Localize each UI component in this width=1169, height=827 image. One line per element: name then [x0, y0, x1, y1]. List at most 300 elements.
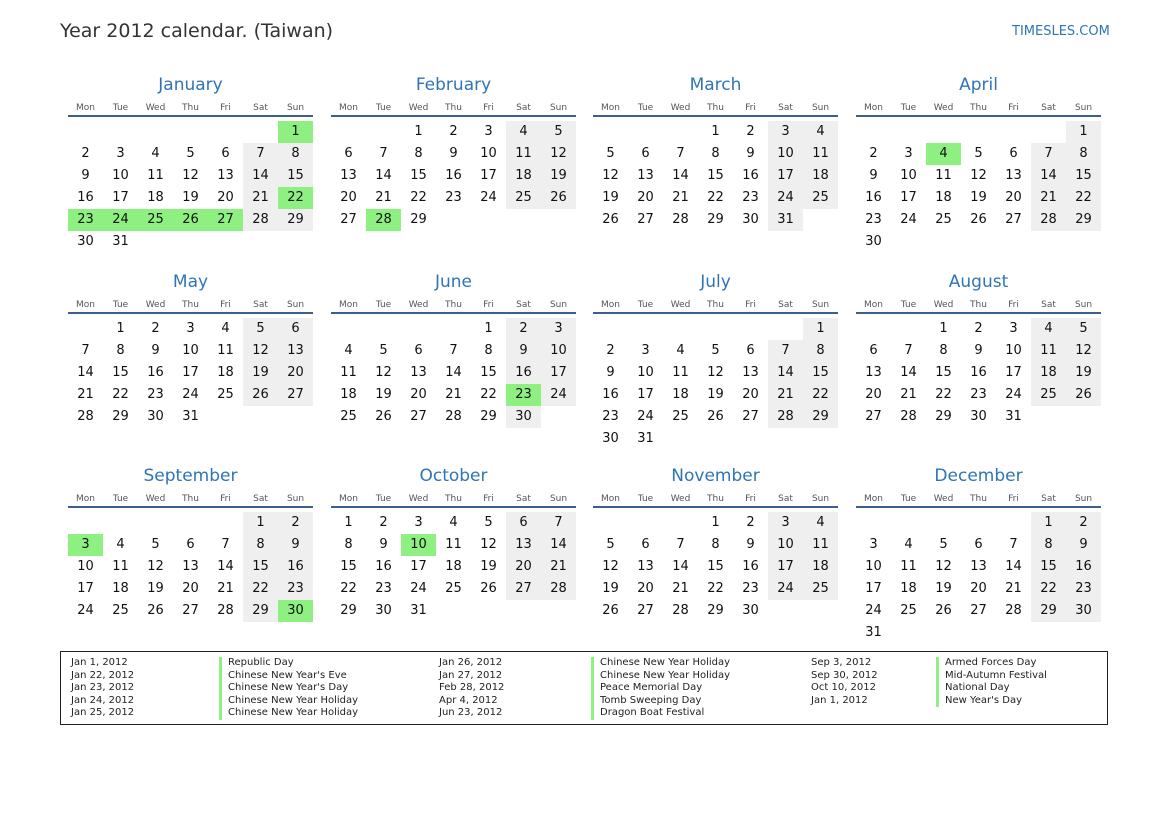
day-cell: 22 — [803, 384, 838, 406]
day-cell: 27 — [278, 384, 313, 406]
weekday-label: Wed — [670, 494, 691, 504]
day-cell: 16 — [147, 365, 164, 380]
weekday-label: Wed — [408, 103, 429, 113]
month-name: May — [172, 272, 209, 292]
day-cell: 9 — [606, 365, 615, 380]
day-cell: 14 — [375, 168, 392, 183]
month-divider — [331, 312, 576, 314]
day-cell: 11 — [935, 168, 952, 183]
weekday-label: Sat — [778, 300, 793, 310]
day-cell: 1 — [803, 318, 838, 340]
day-cell: 15 — [1066, 165, 1101, 187]
day-cell: 21 — [375, 190, 392, 205]
day-cell: 23 — [375, 581, 392, 596]
day-cell: 7 — [379, 146, 388, 161]
month-name: February — [415, 75, 492, 95]
day-cell: 30 — [375, 603, 392, 618]
weekday-label: Thu — [445, 103, 462, 113]
day-cell: 15 — [340, 559, 357, 574]
day-cell: 12 — [541, 143, 576, 165]
day-cell: 20 — [182, 581, 199, 596]
day-cell: 6 — [221, 146, 230, 161]
weekday-label: Sun — [1074, 103, 1093, 113]
day-cell: 1 — [414, 124, 423, 139]
day-cell: 30 — [1066, 600, 1101, 622]
legend-date: Feb 28, 2012 — [439, 682, 505, 694]
day-cell: 24 — [768, 578, 803, 600]
day-cell: 15 — [935, 365, 952, 380]
day-cell: 13 — [637, 559, 654, 574]
day-cell: 30 — [278, 600, 313, 622]
weekday-label: Fri — [745, 300, 756, 310]
day-cell: 10 — [112, 168, 129, 183]
day-cell: 7 — [676, 146, 685, 161]
day-cell: 9 — [1066, 534, 1101, 556]
weekday-label: Tue — [112, 300, 129, 310]
day-cell: 29 — [410, 212, 427, 227]
day-cell: 19 — [602, 190, 619, 205]
weekday-label: Tue — [375, 103, 392, 113]
day-cell: 21 — [217, 581, 234, 596]
day-cell: 21 — [541, 556, 576, 578]
day-cell: 25 — [217, 387, 234, 402]
day-cell: 14 — [672, 559, 689, 574]
weekday-label: Tue — [375, 300, 392, 310]
weekday-label: Fri — [1008, 494, 1019, 504]
month-february — [331, 75, 576, 265]
day-cell: 8 — [344, 537, 353, 552]
month-name: August — [948, 272, 1009, 292]
day-cell: 11 — [803, 534, 838, 556]
day-cell: 11 — [803, 143, 838, 165]
day-cell: 1 — [243, 512, 278, 534]
day-cell: 4 — [803, 512, 838, 534]
day-cell: 20 — [340, 190, 357, 205]
weekday-label: Mon — [339, 103, 358, 113]
day-cell: 14 — [77, 365, 94, 380]
month-april — [856, 75, 1101, 265]
day-cell: 20 — [637, 581, 654, 596]
day-cell: 12 — [375, 365, 392, 380]
day-cell: 24 — [1005, 387, 1022, 402]
day-cell: 9 — [974, 343, 983, 358]
day-cell: 26 — [375, 409, 392, 424]
month-august — [856, 272, 1101, 462]
day-cell: 12 — [935, 559, 952, 574]
weekday-label: Sat — [516, 494, 531, 504]
day-cell: 10 — [541, 340, 576, 362]
day-cell: 19 — [970, 190, 987, 205]
month-divider — [856, 312, 1101, 314]
day-cell: 1 — [344, 515, 353, 530]
day-cell: 14 — [768, 362, 803, 384]
day-cell: 13 — [410, 365, 427, 380]
day-cell: 28 — [900, 409, 917, 424]
day-cell: 19 — [541, 165, 576, 187]
month-name: March — [689, 75, 742, 95]
day-cell: 18 — [445, 559, 462, 574]
day-cell: 24 — [865, 603, 882, 618]
day-cell: 28 — [672, 603, 689, 618]
month-name: October — [419, 466, 488, 486]
day-cell: 16 — [742, 168, 759, 183]
day-cell: 25 — [935, 212, 952, 227]
day-cell: 8 — [1066, 143, 1101, 165]
day-cell: 14 — [1005, 559, 1022, 574]
day-cell: 8 — [243, 534, 278, 556]
legend-holiday-name: National Day — [936, 682, 1010, 695]
day-cell: 17 — [637, 387, 654, 402]
day-cell: 5 — [484, 515, 493, 530]
weekday-label: Mon — [864, 103, 883, 113]
day-cell: 12 — [480, 537, 497, 552]
day-cell: 12 — [243, 340, 278, 362]
month-divider — [68, 506, 313, 508]
day-cell: 3 — [641, 343, 650, 358]
day-cell: 22 — [278, 187, 313, 209]
weekday-label: Tue — [637, 494, 654, 504]
weekday-label: Thu — [707, 494, 724, 504]
day-cell: 10 — [865, 559, 882, 574]
month-divider — [856, 506, 1101, 508]
month-name: December — [934, 466, 1023, 486]
day-cell: 3 — [768, 512, 803, 534]
day-cell: 23 — [742, 581, 759, 596]
day-cell: 13 — [278, 340, 313, 362]
day-cell: 19 — [707, 387, 724, 402]
month-december — [856, 466, 1101, 656]
day-cell: 25 — [506, 187, 541, 209]
day-cell: 5 — [151, 537, 160, 552]
day-cell: 4 — [1031, 318, 1066, 340]
weekday-label: Sun — [286, 103, 305, 113]
day-cell: 5 — [379, 343, 388, 358]
site-link[interactable]: TIMESLES.COM — [1012, 24, 1110, 39]
day-cell: 17 — [900, 190, 917, 205]
day-cell: 28 — [445, 409, 462, 424]
day-cell: 1 — [939, 321, 948, 336]
day-cell: 3 — [116, 146, 125, 161]
day-cell: 2 — [1066, 512, 1101, 534]
day-cell: 18 — [217, 365, 234, 380]
day-cell: 24 — [103, 209, 138, 231]
day-cell: 26 — [935, 603, 952, 618]
day-cell: 7 — [449, 343, 458, 358]
legend-holiday-name: Tomb Sweeping Day — [591, 695, 701, 708]
day-cell: 21 — [445, 387, 462, 402]
weekday-label: Mon — [339, 300, 358, 310]
weekday-label: Thu — [970, 103, 987, 113]
weekday-label: Sun — [811, 103, 830, 113]
day-cell: 8 — [711, 537, 720, 552]
day-cell: 8 — [278, 143, 313, 165]
weekday-label: Sat — [778, 103, 793, 113]
day-cell: 2 — [974, 321, 983, 336]
day-cell: 9 — [81, 168, 90, 183]
day-cell: 11 — [147, 168, 164, 183]
day-cell: 26 — [970, 212, 987, 227]
day-cell: 20 — [637, 190, 654, 205]
day-cell: 10 — [182, 343, 199, 358]
day-cell: 17 — [1005, 365, 1022, 380]
day-cell: 18 — [803, 165, 838, 187]
day-cell: 7 — [904, 343, 913, 358]
day-cell: 26 — [173, 209, 208, 231]
day-cell: 4 — [221, 321, 230, 336]
day-cell: 18 — [340, 387, 357, 402]
day-cell: 15 — [480, 365, 497, 380]
day-cell: 29 — [1031, 600, 1066, 622]
weekday-label: Mon — [339, 494, 358, 504]
day-cell: 18 — [112, 581, 129, 596]
day-cell: 1 — [484, 321, 493, 336]
day-cell: 3 — [484, 124, 493, 139]
day-cell: 24 — [410, 581, 427, 596]
legend-holiday-name: Chinese New Year's Eve — [219, 670, 347, 683]
legend-date: Jan 22, 2012 — [71, 669, 135, 681]
day-cell: 3 — [186, 321, 195, 336]
weekday-label: Wed — [408, 494, 429, 504]
day-cell: 29 — [935, 409, 952, 424]
day-cell: 16 — [742, 559, 759, 574]
day-cell: 14 — [541, 534, 576, 556]
month-divider — [331, 506, 576, 508]
day-cell: 5 — [606, 537, 615, 552]
day-cell: 13 — [970, 559, 987, 574]
day-cell: 8 — [711, 146, 720, 161]
weekday-label: Tue — [900, 103, 917, 113]
weekday-label: Thu — [707, 300, 724, 310]
day-cell: 21 — [672, 190, 689, 205]
day-cell: 29 — [480, 409, 497, 424]
day-cell: 11 — [112, 559, 129, 574]
day-cell: 19 — [147, 581, 164, 596]
day-cell: 6 — [506, 512, 541, 534]
day-cell: 31 — [865, 625, 882, 640]
day-cell: 4 — [506, 121, 541, 143]
page-title: Year 2012 calendar. (Taiwan) — [60, 20, 334, 42]
weekday-label: Thu — [182, 300, 199, 310]
day-cell: 16 — [506, 362, 541, 384]
day-cell: 7 — [1009, 537, 1018, 552]
day-cell: 12 — [182, 168, 199, 183]
day-cell: 23 — [506, 384, 541, 406]
day-cell: 6 — [278, 318, 313, 340]
month-divider — [593, 115, 838, 117]
holiday-legend — [60, 651, 1108, 725]
day-cell: 23 — [865, 212, 882, 227]
day-cell: 27 — [208, 209, 243, 231]
day-cell: 8 — [414, 146, 423, 161]
day-cell: 25 — [900, 603, 917, 618]
day-cell: 6 — [869, 343, 878, 358]
day-cell: 6 — [414, 343, 423, 358]
day-cell: 22 — [112, 387, 129, 402]
month-may — [68, 272, 313, 462]
legend-date: Jan 27, 2012 — [439, 669, 503, 681]
day-cell: 2 — [606, 343, 615, 358]
day-cell: 27 — [340, 212, 357, 227]
legend-date: Sep 3, 2012 — [811, 657, 872, 668]
day-cell: 12 — [1066, 340, 1101, 362]
day-cell: 9 — [449, 146, 458, 161]
day-cell: 27 — [970, 603, 987, 618]
day-cell: 4 — [151, 146, 160, 161]
day-cell: 29 — [243, 600, 278, 622]
legend-date: Apr 4, 2012 — [439, 694, 498, 706]
day-cell: 10 — [768, 534, 803, 556]
weekday-label: Thu — [970, 494, 987, 504]
weekday-label: Sat — [1041, 494, 1056, 504]
weekday-label: Tue — [112, 103, 129, 113]
day-cell: 12 — [602, 559, 619, 574]
day-cell: 24 — [541, 384, 576, 406]
day-cell: 13 — [865, 365, 882, 380]
day-cell: 29 — [707, 603, 724, 618]
weekday-label: Wed — [145, 103, 166, 113]
day-cell: 24 — [637, 409, 654, 424]
day-cell: 17 — [77, 581, 94, 596]
weekday-label: Fri — [483, 494, 494, 504]
day-cell: 9 — [869, 168, 878, 183]
month-divider — [593, 312, 838, 314]
day-cell: 7 — [221, 537, 230, 552]
weekday-label: Thu — [970, 300, 987, 310]
day-cell: 4 — [676, 343, 685, 358]
day-cell: 23 — [278, 578, 313, 600]
weekday-label: Fri — [220, 103, 231, 113]
weekday-label: Wed — [670, 103, 691, 113]
day-cell: 5 — [939, 537, 948, 552]
legend-date: Sep 30, 2012 — [811, 669, 878, 681]
day-cell: 28 — [768, 406, 803, 428]
day-cell: 18 — [506, 165, 541, 187]
day-cell: 25 — [672, 409, 689, 424]
day-cell: 12 — [147, 559, 164, 574]
day-cell: 11 — [217, 343, 234, 358]
weekday-label: Mon — [864, 494, 883, 504]
weekday-label: Mon — [76, 494, 95, 504]
day-cell: 26 — [602, 603, 619, 618]
day-cell: 31 — [410, 603, 427, 618]
day-cell: 2 — [449, 124, 458, 139]
day-cell: 10 — [768, 143, 803, 165]
day-cell: 20 — [970, 581, 987, 596]
weekday-label: Fri — [1008, 103, 1019, 113]
day-cell: 4 — [116, 537, 125, 552]
day-cell: 10 — [637, 365, 654, 380]
day-cell: 2 — [151, 321, 160, 336]
day-cell: 31 — [1005, 409, 1022, 424]
weekday-label: Wed — [933, 300, 954, 310]
day-cell: 21 — [77, 387, 94, 402]
day-cell: 4 — [803, 121, 838, 143]
month-name: June — [434, 272, 473, 292]
weekday-label: Fri — [745, 103, 756, 113]
day-cell: 18 — [900, 581, 917, 596]
day-cell: 25 — [445, 581, 462, 596]
day-cell: 3 — [904, 146, 913, 161]
day-cell: 25 — [803, 578, 838, 600]
day-cell: 25 — [340, 409, 357, 424]
day-cell: 16 — [865, 190, 882, 205]
day-cell: 19 — [602, 581, 619, 596]
day-cell: 21 — [768, 384, 803, 406]
day-cell: 8 — [116, 343, 125, 358]
day-cell: 30 — [602, 431, 619, 446]
day-cell: 13 — [1005, 168, 1022, 183]
day-cell: 1 — [278, 121, 313, 143]
day-cell: 11 — [340, 365, 357, 380]
day-cell: 22 — [340, 581, 357, 596]
day-cell: 18 — [672, 387, 689, 402]
day-cell: 25 — [138, 209, 173, 231]
day-cell: 6 — [344, 146, 353, 161]
day-cell: 22 — [410, 190, 427, 205]
day-cell: 16 — [445, 168, 462, 183]
day-cell: 15 — [803, 362, 838, 384]
day-cell: 7 — [768, 340, 803, 362]
weekday-label: Mon — [601, 103, 620, 113]
month-september — [68, 466, 313, 656]
day-cell: 6 — [641, 537, 650, 552]
day-cell: 10 — [1005, 343, 1022, 358]
day-cell: 26 — [1066, 384, 1101, 406]
weekday-label: Fri — [745, 494, 756, 504]
day-cell: 4 — [904, 537, 913, 552]
day-cell: 17 — [480, 168, 497, 183]
weekday-label: Tue — [900, 494, 917, 504]
weekday-label: Fri — [483, 300, 494, 310]
day-cell: 24 — [480, 190, 497, 205]
day-cell: 27 — [410, 409, 427, 424]
day-cell: 27 — [1005, 212, 1022, 227]
weekday-label: Fri — [483, 103, 494, 113]
day-cell: 14 — [900, 365, 917, 380]
month-june — [331, 272, 576, 462]
day-cell: 2 — [81, 146, 90, 161]
weekday-label: Mon — [76, 103, 95, 113]
day-cell: 7 — [676, 537, 685, 552]
day-cell: 13 — [182, 559, 199, 574]
weekday-label: Wed — [670, 300, 691, 310]
day-cell: 29 — [803, 406, 838, 428]
day-cell: 18 — [935, 190, 952, 205]
weekday-label: Thu — [707, 103, 724, 113]
day-cell: 4 — [344, 343, 353, 358]
weekday-label: Wed — [408, 300, 429, 310]
month-divider — [68, 312, 313, 314]
legend-holiday-name: Dragon Boat Festival — [591, 707, 704, 720]
day-cell: 28 — [217, 603, 234, 618]
day-cell: 16 — [970, 365, 987, 380]
day-cell: 14 — [243, 165, 278, 187]
day-cell: 1 — [711, 515, 720, 530]
day-cell: 18 — [1031, 362, 1066, 384]
day-cell: 6 — [641, 146, 650, 161]
weekday-label: Sat — [516, 103, 531, 113]
day-cell: 28 — [672, 212, 689, 227]
weekday-label: Thu — [445, 300, 462, 310]
day-cell: 2 — [379, 515, 388, 530]
day-cell: 2 — [506, 318, 541, 340]
day-cell: 23 — [970, 387, 987, 402]
day-cell: 28 — [1031, 209, 1066, 231]
day-cell: 22 — [480, 387, 497, 402]
weekday-label: Sun — [1074, 300, 1093, 310]
month-october — [331, 466, 576, 656]
legend-holiday-name: Mid-Autumn Festival — [936, 670, 1047, 683]
